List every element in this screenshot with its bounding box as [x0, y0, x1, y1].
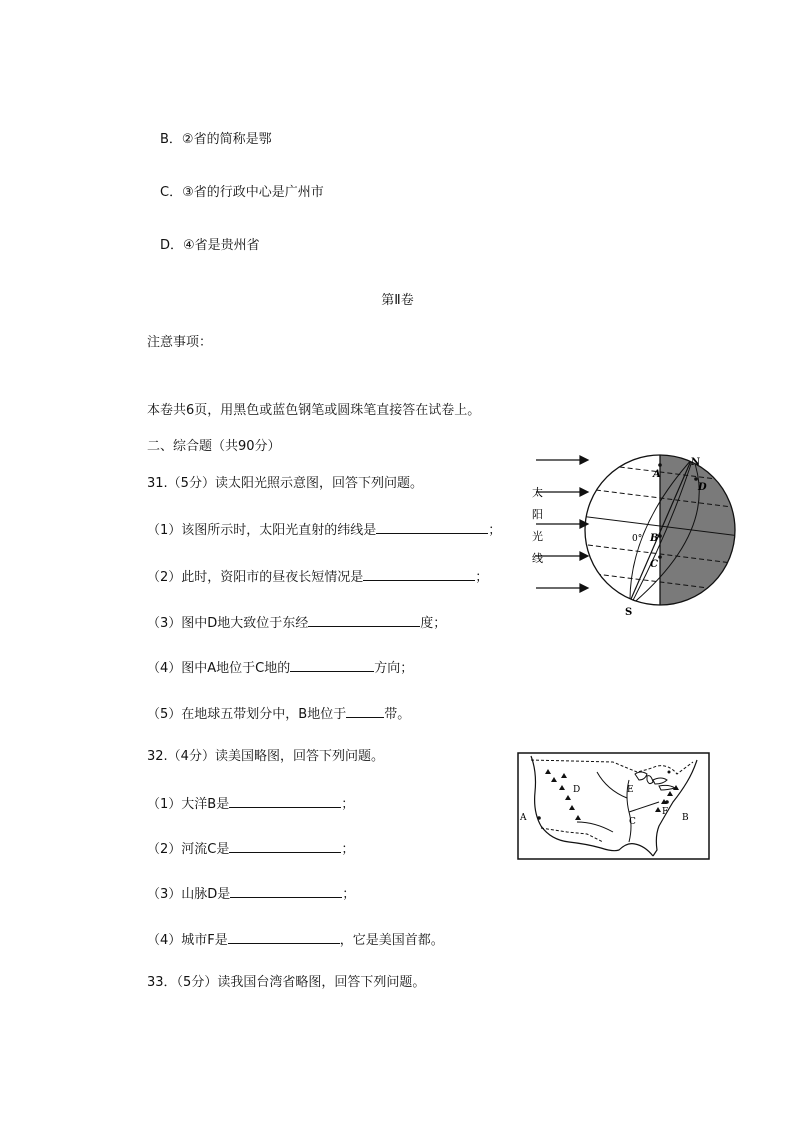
map-label-f: F — [662, 807, 669, 817]
answer-blank[interactable] — [363, 566, 475, 581]
answer-blank[interactable] — [228, 929, 340, 944]
q32-item-4 — [147, 929, 444, 950]
sun-label-1: 太 — [532, 486, 543, 499]
answer-blank[interactable] — [229, 838, 341, 853]
q31-item-1 — [147, 519, 501, 540]
map-label-c: C — [629, 817, 636, 827]
q32-item-1 — [147, 793, 354, 814]
instruction-text: 本卷共6页，用黑色或蓝色钢笔或圆珠笔直接答在试卷上。 — [147, 403, 481, 418]
q31-stem: 31.（5分）读太阳光照示意图，回答下列问题。 — [147, 476, 423, 491]
part-heading: 二、综合题（共90分） — [147, 439, 281, 454]
q32-item-4-end: ，它是美国首都。 — [339, 933, 444, 948]
q32-item-3-text: （3）山脉D是 — [147, 887, 231, 902]
sunlight-globe-figure — [520, 450, 745, 620]
q31-item-4 — [147, 657, 413, 678]
q32-stem: 32.（4分）读美国略图，回答下列问题。 — [147, 749, 384, 764]
answer-blank[interactable] — [308, 612, 420, 627]
q31-item-2-text: （2）此时，资阳市的昼夜长短情况是 — [147, 570, 364, 585]
map-label-d: D — [573, 785, 581, 795]
label-d: D — [698, 482, 707, 493]
q32-item-2 — [147, 838, 354, 859]
q31-item-4-end: 方向； — [374, 661, 414, 676]
q32-item-1-end: ； — [341, 797, 355, 812]
sun-label-3: 光 — [532, 530, 543, 543]
answer-blank[interactable] — [230, 883, 342, 898]
answer-blank[interactable] — [229, 793, 341, 808]
label-0deg: 0° — [632, 534, 643, 544]
map-label-e: E — [627, 785, 634, 795]
q31-item-5-text: （5）在地球五带划分中，B地位于 — [147, 707, 347, 722]
map-label-b: B — [682, 813, 689, 823]
label-c: C — [650, 559, 658, 570]
map-label-a: A — [520, 813, 527, 823]
section-title: 第Ⅱ卷 — [381, 293, 414, 308]
sun-label-2: 阳 — [532, 508, 543, 521]
usa-map-figure — [517, 752, 710, 860]
q31-item-3-end: 度； — [420, 616, 447, 631]
label-b: B — [650, 533, 659, 544]
q31-item-5-end: 带。 — [384, 707, 411, 722]
q31-item-3-text: （3）图中D地大致位于东经 — [147, 616, 309, 631]
q31-item-4-text: （4）图中A地位于C地的 — [147, 661, 291, 676]
answer-blank[interactable] — [346, 703, 384, 718]
option-b: B．②省的简称是鄂 — [160, 132, 272, 147]
q31-item-1-end: ； — [488, 523, 502, 538]
q32-item-3-end: ； — [342, 887, 356, 902]
sun-ray-arrows — [536, 456, 588, 592]
q32-item-2-text: （2）河流C是 — [147, 842, 230, 857]
q33-stem: 33．（5分）读我国台湾省略图，回答下列问题。 — [147, 975, 426, 990]
q31-item-3 — [147, 612, 446, 633]
q31-item-2-end: ； — [475, 570, 489, 585]
option-c: C．③省的行政中心是广州市 — [160, 185, 324, 200]
q32-item-2-end: ； — [341, 842, 355, 857]
label-s: S — [625, 607, 633, 618]
q31-item-2 — [147, 566, 488, 587]
option-d: D．④省是贵州省 — [160, 238, 260, 253]
q32-item-4-text: （4）城市F是 — [147, 933, 228, 948]
label-a: A — [653, 469, 661, 480]
label-n: N — [691, 457, 701, 468]
q31-item-5 — [147, 703, 410, 724]
answer-blank[interactable] — [376, 519, 488, 534]
sun-label-4: 线 — [532, 552, 543, 565]
map-frame — [518, 753, 709, 859]
q32-item-1-text: （1）大洋B是 — [147, 797, 230, 812]
q31-item-1-text: （1）该图所示时，太阳光直射的纬线是 — [147, 523, 377, 538]
q32-item-3 — [147, 883, 355, 904]
answer-blank[interactable] — [290, 657, 374, 672]
notice-label: 注意事项： — [147, 335, 213, 350]
